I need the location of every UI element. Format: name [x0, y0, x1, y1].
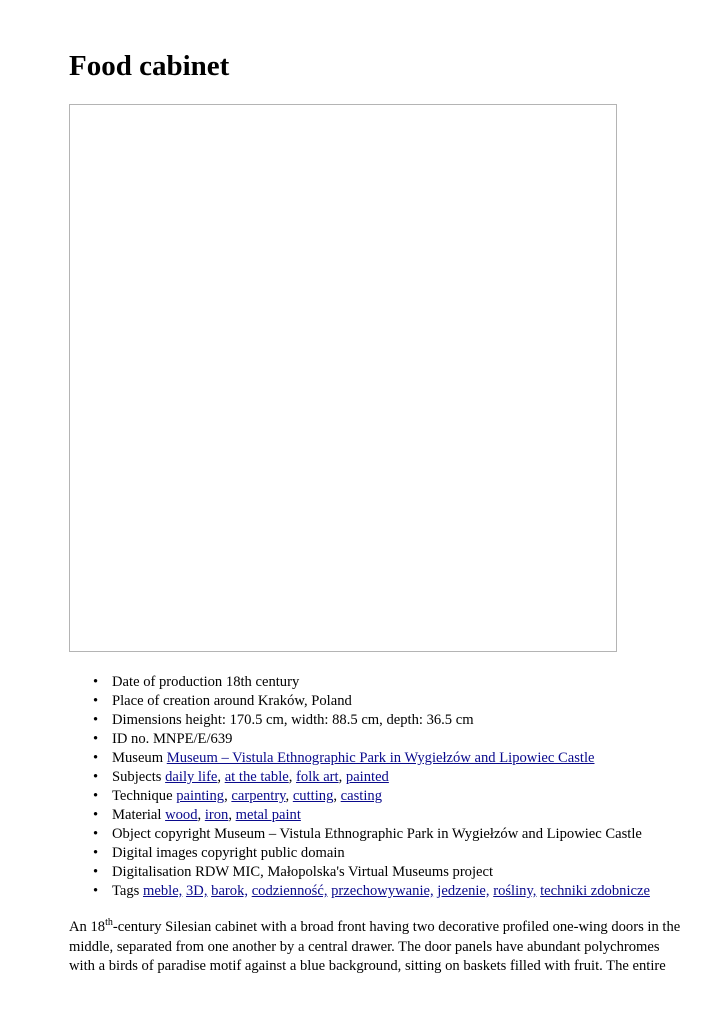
meta-link-iron[interactable]: iron	[204, 807, 229, 823]
bullet: •	[93, 674, 99, 690]
meta-value: Museum – Vistula Ethnographic Park in Wygiełzów and Lipowiec Castle	[214, 826, 642, 842]
meta-item-museum	[69, 749, 709, 768]
description-paragraph	[69, 918, 685, 977]
bullet: •	[93, 731, 99, 747]
tag-link-techniki-zdobnicze[interactable]: techniki zdobnicze	[540, 883, 650, 899]
meta-link-metal-paint[interactable]: metal paint	[235, 807, 301, 823]
meta-item-material: • Material wood, iron, metal paint	[93, 807, 301, 823]
meta-label: Material	[112, 807, 162, 823]
meta-link-painted[interactable]: painted	[345, 769, 389, 785]
tag-link-barok[interactable]: barok,	[211, 883, 249, 899]
bullet: •	[93, 883, 99, 899]
meta-link-folk-art[interactable]: folk art	[296, 769, 339, 785]
meta-label: Technique	[112, 788, 173, 804]
meta-label: Digital images copyright	[112, 845, 258, 861]
meta-item-tags	[69, 882, 709, 901]
meta-link-casting[interactable]: casting	[340, 788, 383, 804]
description-lead: An 18	[69, 919, 106, 935]
tag-link-3d[interactable]: 3D,	[185, 883, 208, 899]
tag-link-meble[interactable]: meble,	[143, 883, 183, 899]
meta-item-digital-images-copyright	[69, 844, 709, 863]
bullet: •	[93, 712, 99, 728]
meta-label: Dimensions	[112, 712, 182, 728]
meta-item-digitalisation	[69, 863, 709, 882]
meta-item-technique: • Technique painting, carpentry, cutting, casting	[93, 788, 383, 804]
meta-link-cutting[interactable]: cutting	[292, 788, 334, 804]
page-title: Food cabinet	[69, 50, 230, 82]
meta-value: public domain	[260, 845, 345, 861]
meta-link-wood[interactable]: wood	[165, 807, 198, 823]
meta-value: 18th century	[225, 674, 300, 690]
meta-label: Subjects	[112, 769, 162, 785]
meta-link-daily-life[interactable]: daily life	[165, 769, 218, 785]
meta-link-at-the-table[interactable]: at the table	[224, 769, 289, 785]
tag-link-codzienno[interactable]: codzienność,	[251, 883, 328, 899]
bullet: •	[93, 807, 99, 823]
bullet: •	[93, 750, 99, 766]
tag-link-jedzenie[interactable]: jedzenie,	[437, 883, 490, 899]
meta-link-carpentry[interactable]: carpentry	[231, 788, 286, 804]
meta-item-id-no	[69, 730, 709, 749]
meta-value: around Kraków, Poland	[213, 693, 352, 709]
object-image-placeholder	[69, 104, 617, 652]
meta-item-subjects: • Subjects daily life, at the table, folk art, painted	[93, 769, 389, 785]
metadata-list	[69, 673, 709, 901]
bullet: •	[93, 769, 99, 785]
bullet: •	[93, 864, 99, 880]
tag-link-ro-liny[interactable]: rośliny,	[493, 883, 537, 899]
description-superscript: th	[105, 917, 113, 929]
meta-link-painting[interactable]: painting	[176, 788, 225, 804]
description-text: -century Silesian cabinet with a broad front having two decorative profiled one-wing doors in the middle, separated from one another by a central drawer. The door panels have abundant polychromes with a birds of paradise motif against a blue background, sitting on baskets filled with fruit. The entire	[69, 919, 681, 974]
meta-label: Tags	[112, 883, 140, 899]
meta-label: Digitalisation	[112, 864, 192, 880]
tag-link-przechowywanie[interactable]: przechowywanie,	[331, 883, 434, 899]
bullet: •	[93, 788, 99, 804]
meta-label: Place of creation	[112, 693, 211, 709]
meta-item-date-of-production	[69, 673, 709, 692]
meta-value: MNPE/E/639	[152, 731, 233, 747]
bullet: •	[93, 845, 99, 861]
meta-label: ID no.	[112, 731, 150, 747]
meta-link-museum-vistula-ethnographic-park-in-wygie-z-w-and-lipowiec-castle[interactable]: Museum – Vistula Ethnographic Park in Wygiełzów and Lipowiec Castle	[166, 750, 595, 766]
meta-label: Museum	[112, 750, 164, 766]
meta-label: Object copyright	[112, 826, 211, 842]
bullet: •	[93, 826, 99, 842]
meta-item-place-of-creation	[69, 692, 709, 711]
meta-value: RDW MIC, Małopolska's Virtual Museums project	[195, 864, 494, 880]
meta-label: Date of production	[112, 674, 223, 690]
meta-value: height: 170.5 cm, width: 88.5 cm, depth: 36.5 cm	[185, 712, 474, 728]
meta-item-object-copyright	[69, 825, 709, 844]
meta-item-dimensions	[69, 711, 709, 730]
bullet: •	[93, 693, 99, 709]
